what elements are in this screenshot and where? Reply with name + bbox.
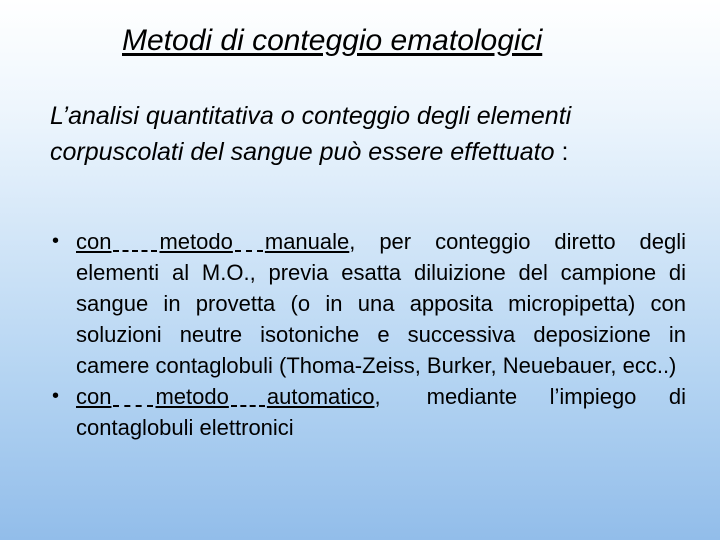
term-metodo: metodo [155,384,229,409]
bullet-comma: , [374,384,381,409]
term-metodo: metodo [159,229,233,254]
dashed-gap [113,250,157,252]
bullet-text: mediante l’impiego di contaglobuli elettronici [76,384,686,440]
intro-colon: : [554,138,569,166]
bullet-text: , per conteggio diretto degli elementi al M.O., previa esatta diluizione del campione di sangue in provetta (o in una apposita micropipetta) con soluzioni neutre isotoniche e successiva deposizione in camere contaglobuli (Thoma-Zeiss, Burker, Neuebauer, ecc..) [76,229,686,378]
bullet-item-manual-method [50,226,686,381]
dashed-gap [231,405,265,407]
bullet-item-automatic-method [50,381,686,443]
bullet-list [50,226,686,443]
dashed-gap [235,250,263,252]
term-con: con [76,229,112,254]
dashed-gap [113,405,153,407]
term-automatico: automatico [266,384,375,409]
intro-text: L’analisi quantitativa o conteggio degli elementi corpuscolati del sangue può essere effettuato [50,102,572,166]
term-manuale: manuale [264,229,350,254]
intro-paragraph [50,98,700,170]
bullet-marker: • [52,230,60,252]
term-con: con [76,384,112,409]
bullet-marker: • [52,385,60,407]
slide-title: Metodi di conteggio ematologici [122,24,543,57]
